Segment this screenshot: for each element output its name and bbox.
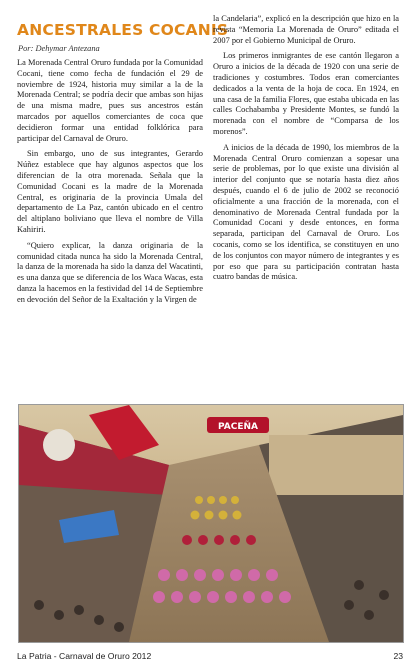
paragraph: la Candelaria”, explicó en la descripción que hizo en la revista “Memoria La Morenada de Oruro” editada el 2007 por el Gobierno Municipal de Oruro. [213,14,399,45]
article-title: ANCESTRALES COCANIS [17,21,229,39]
paragraph: “Quiero explicar, la danza originaria de la comunidad citada nunca ha sido la Morenada Central, la danza de la morenada ha sido la danza del Wacatinti, es una danza que se diferencia de los Waca Wacas, esta danza la hacemos en la festividad del 14 de Septiembre en devoción del Señor de la Exaltación y la Virgen de [17,240,203,304]
article-byline: Por: Dehymar Antezana [18,44,100,53]
paragraph: Sin embargo, uno de sus integrantes, Gerardo Núñez establece que hay algunos aspectos que los diferencian de la otra morenada. Señala que la Comunidad Cocani es la madre de la Morenada Central, es originaria de la provincia Umala del departamento de La Paz, cantón ubicado en el centro del altiplano boliviano que lleva el nombre de Villa Kahiriri. [17,149,203,234]
parade-photo [18,404,404,643]
paragraph: La Morenada Central Oruro fundada por la Comunidad Cocani, tiene como fecha de fundación el 29 de noviembre de 1924, historia muy similar a la de la Morenada Central; se podría decir que ambas son hijas de una misma madre, pues sus ancestros están marcados por aquellos comerciantes de coca que decidieron formar una entidad folklórica para participar del Carnaval de Oruro. [17,58,203,143]
paragraph: A inicios de la década de 1990, los miembros de la Morenada Central Oruro comienzan a sopesar una serie de problemas, por lo que existe una división al interior del conjunto que se notaría hasta diez años después, cuando el 6 de julio de 2002 se reconoció oficialmente a una fracción de la morenada, con el denominativo de Morenada Central fundada por la Comunidad Cocani y desde entonces, en forma separada, participan del Carnaval de Oruro. Los cocanis, como se los identifica, se constituyen en uno de los conjuntos con mayor número de integrantes y es por eso que para su participación contratan hasta cuatro bandas de música. [213,142,399,282]
article-column-right [213,14,399,288]
parade-photo-illustration [19,405,403,642]
footer-publication: La Patria - Carnaval de Oruro 2012 [17,651,152,661]
banner-text: PACEÑA [218,422,258,432]
paragraph: Los primeros inmigrantes de ese cantón llegaron a Oruro a inicios de la década de 1920 con una serie de tradiciones y costumbres. Todos eran comerciantes dedicados a la venta de la hoja de coca. En 1924, en una casa de la familia Flores, que estaba ubicada en las calles Cochabamba y Presidente Montes, se fundó la morenada con el nombre de “Comparsa de los morenos”. [213,51,399,136]
page-number: 23 [393,651,403,661]
article-column-left [17,58,203,311]
